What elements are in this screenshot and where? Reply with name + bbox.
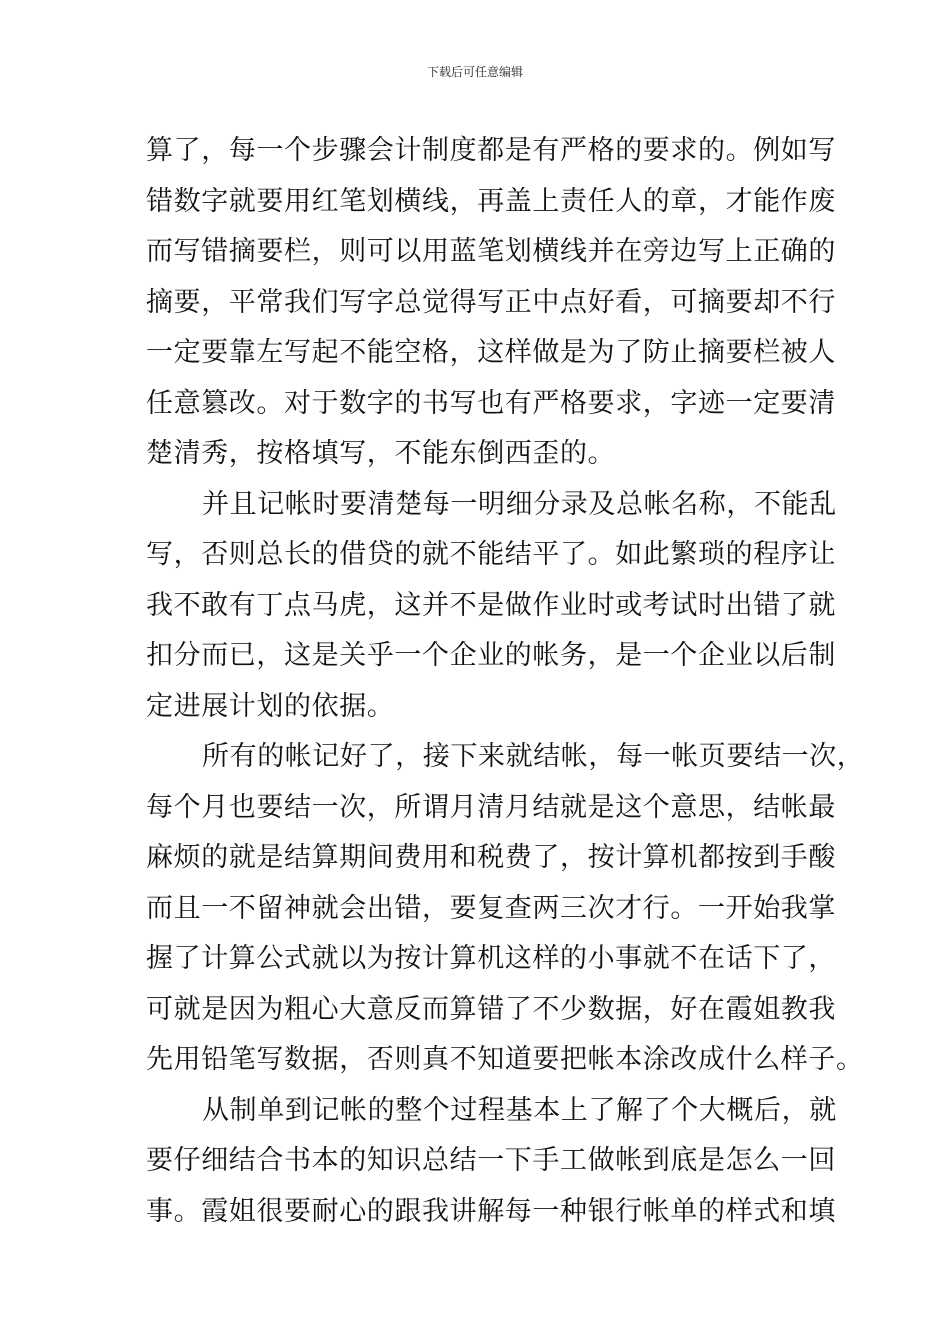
document-body (146, 126, 865, 1237)
text-line: 每个月也要结一次，所谓月清月结就是这个意思，结帐最 (146, 791, 836, 823)
text-line: 写，否则总长的借贷的就不能结平了。如此繁琐的程序让 (146, 539, 836, 570)
paragraph-first-line: 所有的帐记好了，接下来就结帐，每一帐页要结一次， (202, 741, 865, 772)
text-line: 一定要靠左写起不能空格，这样做是为了防止摘要栏被人 (146, 337, 836, 368)
text-line: 事。霞姐很要耐心的跟我讲解每一种银行帐单的样式和填 (146, 1195, 836, 1227)
text-line: 算了，每一个步骤会计制度都是有严格的要求的。例如写 (146, 135, 836, 166)
text-line: 摘要，平常我们写字总觉得写正中点好看，可摘要却不行 (146, 286, 836, 318)
text-line: 扣分而已，这是关乎一个企业的帐务，是一个企业以后制 (146, 640, 836, 671)
text-line: 我不敢有丁点马虎，这并不是做作业时或考试时出错了就 (146, 589, 836, 621)
paragraph-first-line: 并且记帐时要清楚每一明细分录及总帐名称，不能乱 (202, 488, 837, 520)
text-line: 而且一不留神就会出错，要复查两三次才行。一开始我掌 (146, 892, 836, 924)
text-line: 错数字就要用红笔划横线，再盖上责任人的章，才能作废 (146, 185, 836, 217)
text-line: 握了计算公式就以为按计算机这样的小事就不在话下了， (146, 943, 836, 974)
text-line: 而写错摘要栏，则可以用蓝笔划横线并在旁边写上正确的 (146, 236, 836, 267)
text-line: 要仔细结合书本的知识总结一下手工做帐到底是怎么一回 (146, 1145, 836, 1176)
text-line: 任意篡改。对于数字的书写也有严格要求，字迹一定要清 (146, 387, 836, 419)
page-header: 下载后可任意编辑 (426, 65, 523, 79)
text-line: 楚清秀，按格填写，不能东倒西歪的。 (146, 438, 616, 469)
text-line: 麻烦的就是结算期间费用和税费了，按计算机都按到手酸 (146, 842, 836, 873)
paragraph-first-line: 从制单到记帐的整个过程基本上了解了个大概后，就 (202, 1094, 837, 1126)
text-line: 定进展计划的依据。 (146, 690, 395, 722)
text-line: 先用铅笔写数据，否则真不知道要把帐本涂改成什么样子。 (146, 1044, 864, 1075)
text-line: 可就是因为粗心大意反而算错了不少数据，好在霞姐教我 (146, 993, 836, 1025)
